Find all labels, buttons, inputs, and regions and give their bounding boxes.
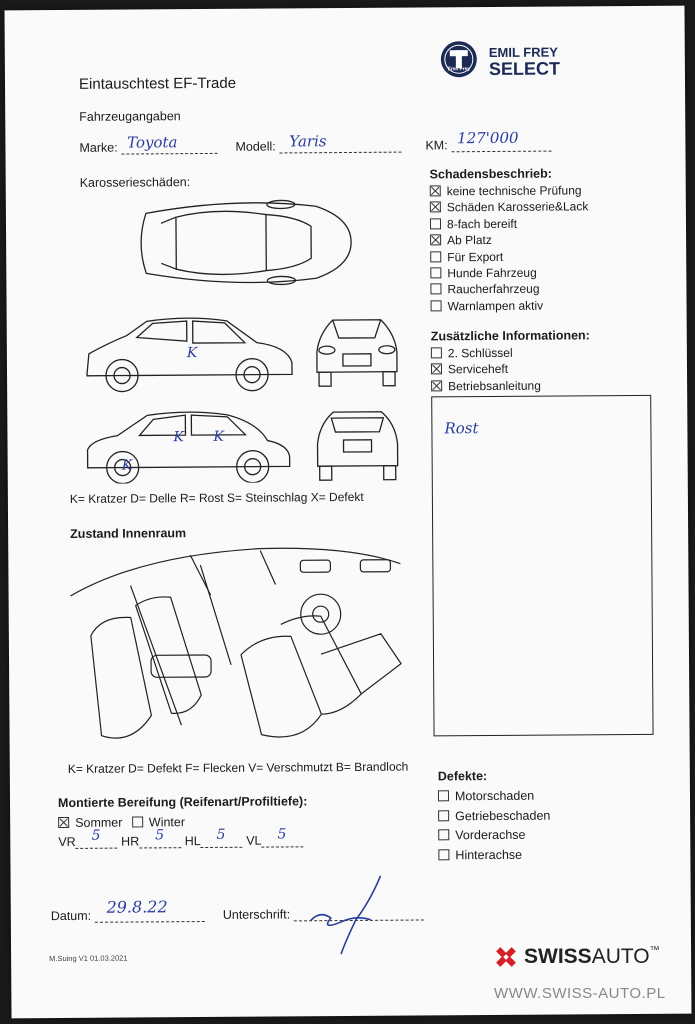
zusatz-item-label: Serviceheft bbox=[447, 362, 509, 377]
defekte-label: Defekte: bbox=[437, 769, 488, 784]
schadensbeschrieb-item bbox=[430, 232, 589, 250]
damage-mark-2: K bbox=[121, 457, 133, 474]
defekte-item-label: Getriebeschaden bbox=[455, 808, 551, 823]
schadensbeschrieb-label: Schadensbeschrieb: bbox=[429, 166, 552, 182]
car-front-view bbox=[317, 320, 397, 387]
swissauto-brand-1: SWISS bbox=[524, 945, 592, 968]
marke-field[interactable] bbox=[121, 133, 217, 155]
defekte-checkbox[interactable] bbox=[438, 790, 449, 801]
modell-field[interactable] bbox=[279, 132, 401, 154]
car-side-view-2 bbox=[87, 411, 289, 483]
hr-label: HR bbox=[121, 834, 140, 849]
vr-label: VR bbox=[58, 834, 76, 850]
tread-depth-row bbox=[58, 826, 303, 850]
hr-value: 5 bbox=[155, 827, 165, 844]
schadensbeschrieb-item-label: Für Export bbox=[447, 249, 504, 264]
schadensbeschrieb-item-label: Raucherfahrzeug bbox=[447, 282, 540, 297]
vl-value: 5 bbox=[277, 826, 287, 843]
schadensbeschrieb-checkbox[interactable] bbox=[430, 218, 441, 229]
km-field[interactable] bbox=[451, 128, 551, 153]
defekte-checkbox[interactable] bbox=[438, 810, 449, 821]
winter-checkbox[interactable] bbox=[132, 816, 143, 827]
vl-field[interactable] bbox=[261, 826, 303, 847]
schadensbeschrieb-checkbox[interactable] bbox=[430, 202, 441, 213]
datum-row bbox=[50, 897, 205, 924]
damage-mark-1: K bbox=[186, 345, 198, 362]
schadensbeschrieb-item-label: 8-fach bereift bbox=[446, 216, 518, 232]
vl-label: VL bbox=[246, 833, 262, 848]
defekte-item-label: Hinterachse bbox=[455, 847, 523, 862]
car-top-view bbox=[141, 200, 352, 285]
schadensbeschrieb-item-label: Hunde Fahrzeug bbox=[447, 265, 537, 281]
notes-box[interactable] bbox=[431, 395, 653, 737]
form-sheet bbox=[4, 6, 691, 1019]
damage-mark-4: K bbox=[213, 428, 224, 445]
datum-value: 29.8.22 bbox=[106, 897, 168, 917]
zusatz-checkbox[interactable] bbox=[431, 380, 442, 391]
swissauto-url[interactable]: WWW.SWISS-AUTO.PL bbox=[494, 985, 666, 1002]
zusatz-checkbox[interactable] bbox=[431, 364, 442, 375]
damage-mark-3: K bbox=[173, 429, 184, 446]
schadensbeschrieb-item-label: Ab Platz bbox=[447, 233, 492, 248]
defekte-item bbox=[438, 787, 550, 807]
sommer-checkbox[interactable] bbox=[58, 817, 69, 828]
schadensbeschrieb-checkbox[interactable] bbox=[431, 300, 442, 311]
notes-value: Rost bbox=[444, 419, 479, 438]
swissauto-brand-2: AUTO bbox=[591, 945, 650, 968]
datum-label: Datum: bbox=[50, 908, 92, 924]
vr-value: 5 bbox=[91, 827, 101, 844]
ef-line1: EMIL FREY bbox=[488, 44, 558, 61]
swiss-cross-icon bbox=[494, 945, 518, 969]
zusatz-item-label: Betriebsanleitung bbox=[448, 378, 541, 394]
vr-field[interactable] bbox=[76, 827, 118, 849]
sommer-label: Sommer bbox=[75, 815, 123, 830]
interior-drawing bbox=[60, 544, 411, 756]
schadensbeschrieb-item bbox=[430, 215, 589, 233]
interior-label: Zustand Innenraum bbox=[70, 526, 187, 541]
modell-label: Modell: bbox=[235, 139, 276, 154]
hr-field[interactable] bbox=[139, 827, 181, 848]
interior-legend: K= Kratzer D= Defekt F= Flecken V= Verschmutzt B= Brandloch bbox=[67, 759, 409, 776]
swissauto-tm: ™ bbox=[649, 945, 660, 956]
tire-type-row bbox=[58, 815, 185, 830]
schadensbeschrieb-item-label: Warnlampen aktiv bbox=[447, 298, 544, 314]
hl-field[interactable] bbox=[201, 826, 243, 848]
car-outline-drawings bbox=[66, 192, 408, 484]
schadensbeschrieb-checkbox[interactable] bbox=[430, 284, 441, 295]
emil-frey-select-logo bbox=[439, 36, 579, 83]
hl-label: HL bbox=[184, 834, 201, 849]
vehicle-section-label: Fahrzeugangaben bbox=[79, 109, 181, 124]
ef-line2: SELECT bbox=[488, 58, 560, 80]
defekte-item-label: Motorschaden bbox=[454, 788, 535, 804]
schadensbeschrieb-item bbox=[430, 281, 589, 299]
defekte-item bbox=[438, 845, 550, 865]
schadensbeschrieb-list bbox=[430, 182, 589, 314]
tires-label: Montierte Bereifung (Reifenart/Profiltiefe): bbox=[57, 794, 308, 811]
schadensbeschrieb-checkbox[interactable] bbox=[430, 267, 441, 278]
zusatz-list bbox=[431, 345, 541, 395]
marke-row bbox=[79, 133, 217, 155]
modell-row bbox=[235, 132, 401, 154]
body-damage-label: Karosserieschäden: bbox=[79, 175, 191, 190]
schadensbeschrieb-item-label: Schäden Karosserie&Lack bbox=[446, 199, 589, 215]
schadensbeschrieb-checkbox[interactable] bbox=[430, 251, 441, 262]
zusatz-item-label: 2. Schlüssel bbox=[447, 345, 513, 361]
body-legend: K= Kratzer D= Delle R= Rost S= Steinschlag X= Defekt bbox=[69, 489, 364, 506]
datum-field[interactable] bbox=[95, 897, 205, 923]
schadensbeschrieb-item-label: keine technische Prüfung bbox=[446, 183, 582, 199]
marke-value: Toyota bbox=[127, 133, 178, 152]
schadensbeschrieb-item bbox=[430, 248, 589, 266]
defekte-item-label: Vorderachse bbox=[455, 827, 526, 843]
schadensbeschrieb-checkbox[interactable] bbox=[430, 185, 441, 196]
schadensbeschrieb-item bbox=[430, 199, 589, 217]
winter-label: Winter bbox=[148, 815, 186, 830]
km-value: 127'000 bbox=[457, 128, 519, 148]
schadensbeschrieb-checkbox[interactable] bbox=[430, 235, 441, 246]
version-text: M.Suing V1 01.03.2021 bbox=[49, 953, 128, 964]
zusatz-label: Zusätzliche Informationen: bbox=[430, 328, 590, 344]
swissauto-watermark bbox=[494, 945, 666, 1002]
zusatz-checkbox[interactable] bbox=[431, 347, 442, 358]
marke-label: Marke: bbox=[79, 140, 118, 155]
schadensbeschrieb-item bbox=[430, 182, 589, 200]
schadensbeschrieb-item bbox=[430, 264, 589, 282]
defekte-list bbox=[438, 787, 551, 866]
defekte-checkbox[interactable] bbox=[438, 829, 449, 840]
schadensbeschrieb-item bbox=[431, 297, 590, 315]
ef-small-text: Emil Frey bbox=[447, 66, 471, 73]
zusatz-item bbox=[431, 361, 541, 378]
km-row bbox=[425, 128, 551, 153]
hl-value: 5 bbox=[216, 826, 226, 843]
zusatz-item bbox=[431, 345, 541, 362]
defekte-checkbox[interactable] bbox=[438, 849, 449, 860]
signature-label: Unterschrift: bbox=[222, 907, 291, 922]
modell-value: Yaris bbox=[289, 132, 327, 151]
zusatz-item bbox=[431, 377, 541, 394]
km-label: KM: bbox=[425, 138, 448, 153]
defekte-item bbox=[438, 826, 550, 846]
form-title: Eintauschtest EF-Trade bbox=[78, 74, 237, 93]
handwritten-signature bbox=[301, 870, 392, 961]
defekte-item bbox=[438, 806, 550, 826]
car-rear-view bbox=[317, 412, 397, 481]
